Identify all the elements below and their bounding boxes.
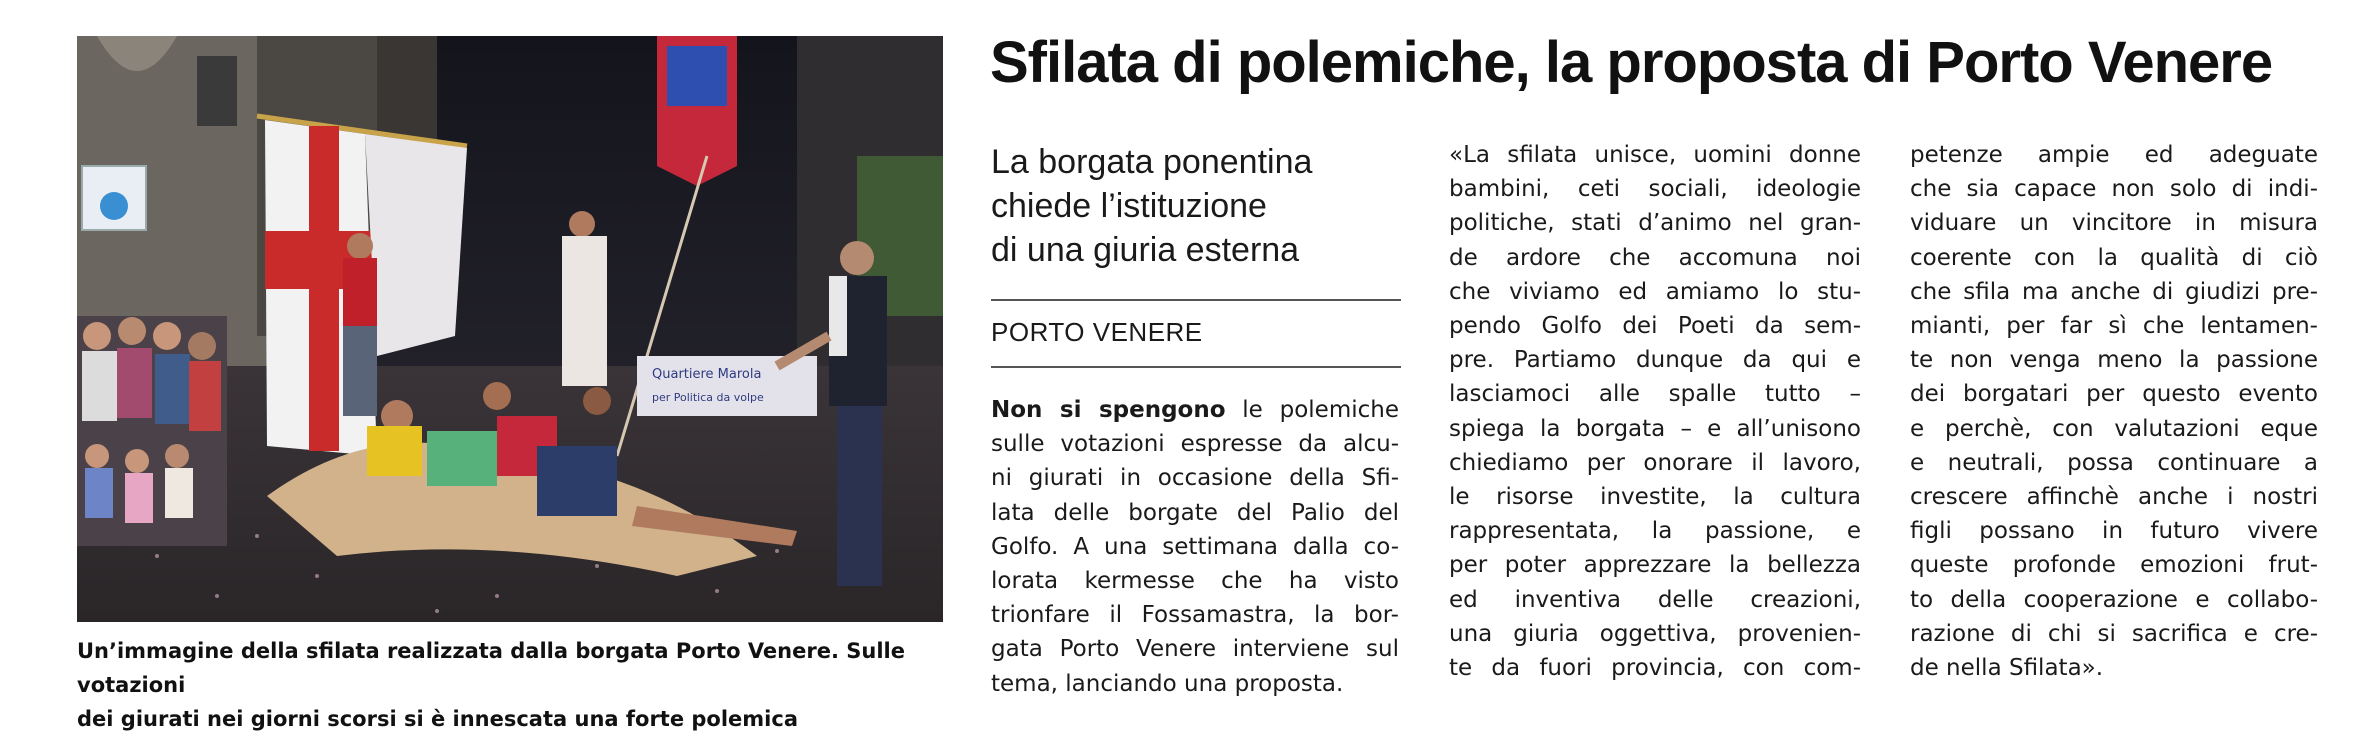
article-column-3 <box>1910 138 2318 685</box>
column-line: rappresentata, la passione, e <box>1449 518 1861 545</box>
column-line: tema, lanciando una proposta. <box>991 670 1344 697</box>
lead-rest: le polemiche <box>1225 397 1399 423</box>
column-line: razione di chi si sacrifica e cre- <box>1910 620 2318 647</box>
article-column-2 <box>1449 138 1861 685</box>
column-line: gata Porto Venere interviene sul <box>991 636 1399 663</box>
column-line: figli possano in futuro vivere <box>1910 518 2318 545</box>
subhead-line-1: La borgata ponentina <box>991 143 1313 181</box>
column-line: viduare un vincitore in misura <box>1910 210 2318 237</box>
column-line: che sia capace non solo di indi- <box>1910 176 2318 203</box>
subhead-line-2: chiede l’istituzione <box>991 187 1267 225</box>
lead-in: Non si spengono <box>991 397 1226 423</box>
banner-text-2: per Politica da volpe <box>652 391 764 404</box>
column-line: queste profonde emozioni frut- <box>1910 552 2318 579</box>
column-line: le risorse investite, la cultura <box>1449 484 1861 511</box>
column-line: te non venga meno la passione <box>1910 347 2318 374</box>
column-line: Golfo. A una settimana dalla co- <box>991 533 1399 560</box>
column-line: de nella Sfilata». <box>1910 655 2104 682</box>
column-line: mianti, per far sì che lentamen- <box>1910 313 2318 340</box>
column-line: lata delle borgate del Palio del <box>991 499 1399 526</box>
column-line: trionfare il Fossamastra, la bor- <box>991 602 1399 629</box>
caption-line-1: Un’immagine della sfilata realizzata dalla borgata Porto Venere. Sulle votazioni <box>77 639 905 697</box>
photo-caption <box>77 634 957 736</box>
dateline-location: PORTO VENERE <box>991 317 1203 347</box>
caption-line-2: dei giurati nei giorni scorsi si è innescata una forte polemica <box>77 707 798 731</box>
column-line: spiega la borgata – e all’unisono <box>1449 415 1861 442</box>
column-line: che viviamo ed amiamo lo stu- <box>1449 278 1861 305</box>
column-line: crescere affinchè anche i nostri <box>1910 484 2318 511</box>
column-line: dei borgatari per questo evento <box>1910 381 2318 408</box>
column-line: ni giurati in occasione della Sfi- <box>991 465 1399 492</box>
column-line: chiediamo per onorare il lavoro, <box>1449 449 1861 476</box>
article-column-1 <box>991 393 1399 701</box>
column-line: una giuria oggettiva, provenien- <box>1449 620 1861 647</box>
column-line: sulle votazioni espresse da alcu- <box>991 431 1399 458</box>
divider-top <box>991 299 1401 301</box>
column-line: «La sfilata unisce, uomini donne <box>1449 142 1861 168</box>
column-line: to della cooperazione e collabo- <box>1910 586 2318 613</box>
banner-text-1: Quartiere Marola <box>652 367 762 382</box>
column-line <box>991 393 1399 427</box>
column-line: pendo Golfo dei Poeti da sem- <box>1449 313 1861 340</box>
column-line: de ardore che accomuna noi <box>1449 244 1861 271</box>
parade-photo-illustration <box>77 36 943 622</box>
divider-bottom <box>991 366 1401 368</box>
column-line: lorata kermesse che ha visto <box>991 568 1399 595</box>
article-headline: Sfilata di polemiche, la proposta di Porto Venere <box>990 30 2273 95</box>
column-line: e neutrali, possa continuare a <box>1910 449 2318 476</box>
column-line: coerente con la qualità di ciò <box>1910 244 2318 271</box>
column-line: bambini, ceti sociali, ideologie <box>1449 176 1861 203</box>
column-line: petenze ampie ed adeguate <box>1910 142 2318 168</box>
column-line: per poter apprezzare la bellezza <box>1449 552 1861 579</box>
column-line: te da fuori provincia, con com- <box>1449 655 1861 682</box>
column-line: ed inventiva delle creazioni, <box>1449 586 1861 613</box>
column-line: e perchè, con valutazioni eque <box>1910 415 2318 442</box>
parade-photo <box>77 36 943 622</box>
column-line: lasciamoci alle spalle tutto – <box>1449 381 1861 408</box>
column-line: pre. Partiamo dunque da qui e <box>1449 347 1861 374</box>
column-line: politiche, stati d’animo nel gran- <box>1449 210 1861 237</box>
column-line: che sfila ma anche di giudizi pre- <box>1910 278 2318 305</box>
article-subheadline <box>991 140 1411 272</box>
subhead-line-3: di una giuria esterna <box>991 231 1300 269</box>
